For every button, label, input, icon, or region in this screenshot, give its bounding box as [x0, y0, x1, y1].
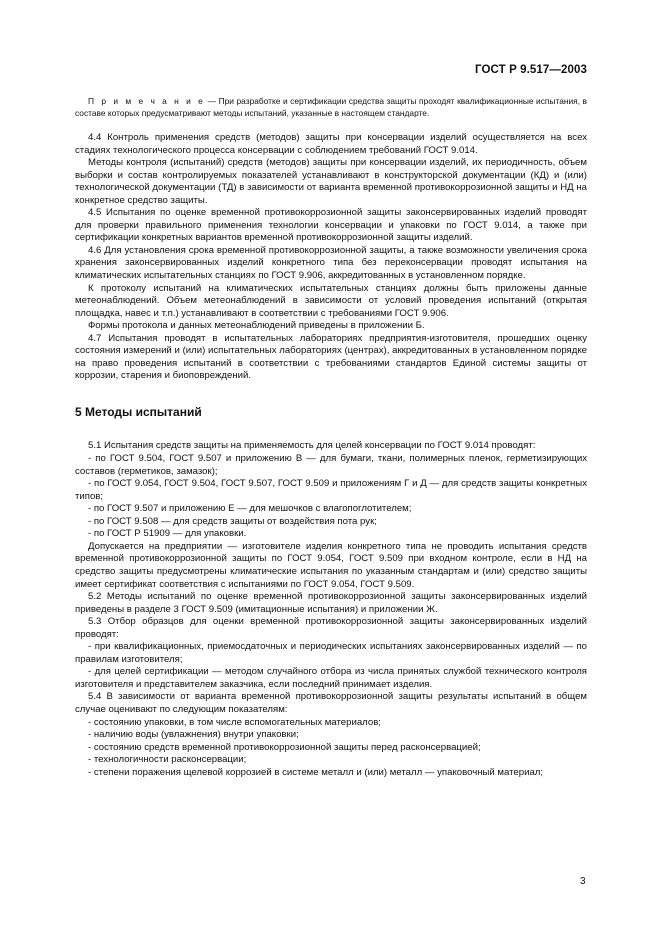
section-5-heading: 5 Методы испытаний [75, 404, 202, 419]
paragraph-4-6: 4.6 Для установления срока временной противокоррозионной защиты, а также возможности увеличения срока хранения законсервированных изделий конкретного типа без переконсервации проводят испытания на климатических испытательных станциях по ГОСТ 9.906, аккредитованных в установленном порядке. [75, 244, 587, 282]
paragraph-4-6-forms: Формы протокола и данных метеонаблюдений приведены в приложении Б. [88, 320, 425, 332]
paragraph-5-2: 5.2 Методы испытаний по оценке временной противокоррозионной защиты законсервированных изделий приведены в разделе 3 ГОСТ 9.509 (имитационные испытания) и приложении Ж. [75, 591, 587, 615]
list-item: - по ГОСТ Р 51909 — для упаковки. [88, 528, 247, 540]
paragraph-5-3: 5.3 Отбор образцов для оценки временной противокоррозионной защиты законсервированных изделий проводят: [75, 616, 587, 640]
list-item: - состоянию средств временной противокоррозионной защиты перед расконсервацией; [88, 741, 481, 753]
document-body [75, 96, 587, 779]
note-paragraph [75, 96, 587, 119]
list-item: - наличию воды (увлажнения) внутри упаковки; [88, 729, 299, 741]
note-text: — При разработке и сертификации средства защиты проходят квалификационные испытания, в составе которых предусматривают методы испытаний, указанные в настоящем стандарте. [75, 96, 588, 118]
list-item: - при квалификационных, приемосдаточных и периодических испытаниях законсервированных изделий — по правилам изготовителя; [75, 641, 587, 665]
paragraph-5-1-allowance: Допускается на предприятии — изготовителе изделия конкретного типа не проводить испытания средств временной противокоррозионной защиты по ГОСТ 9.054, ГОСТ 9.509 при входном контроле, если в НД на средство защиты предусмотрены климатические испытания по указанным стандартам и (или) средство защиты имеет сертификат соответствия с испытаниями по ГОСТ 9.054, ГОСТ 9.509. [75, 540, 587, 590]
note-label: П р и м е ч а н и е [88, 96, 206, 106]
page-number: 3 [580, 876, 586, 887]
paragraph-4-6-protocol: К протоколу испытаний на климатических испытательных станциях должны быть приложены данные метеонаблюдений. Объем метеонаблюдений в зависимости от условий проведения испытаний (открытая площадка, навес и т.п.) устанавливают в соответствии с требованиями ГОСТ 9.906. [75, 282, 587, 319]
list-item: - для целей сертификации — методом случайного отбора из числа принятых службой технического контроля изготовителя и представителем заказчика, если последний принимает изделия. [75, 666, 587, 690]
document-header: ГОСТ Р 9.517—2003 [475, 64, 587, 76]
list-item: - степени поражения щелевой коррозией в системе металл и (или) металл — упаковочный материал; [88, 766, 544, 778]
list-item: - состоянию упаковки, в том числе вспомогательных материалов; [88, 716, 381, 728]
list-item: - по ГОСТ 9.054, ГОСТ 9.504, ГОСТ 9.507, ГОСТ 9.509 и приложениям Г и Д — для средств защиты конкретных типов; [75, 478, 587, 502]
paragraph-4-7: 4.7 Испытания проводят в испытательных лабораториях предприятия-изготовителя, прошедших оценку состояния измерений и (или) испытательных лабораториях (центрах), аккредитованных в установленном порядке на право проведения испытаний в соответствии с требованиями стандартов Единой системы защиты от коррозии, старения и биоповреждений. [75, 332, 587, 382]
paragraph-5-1: 5.1 Испытания средств защиты на применяемость для целей консервации по ГОСТ 9.014 проводят: [88, 440, 536, 452]
list-item: - по ГОСТ 9.507 и приложению Е — для мешочков с влагопоглотителем; [88, 503, 412, 515]
list-item: - по ГОСТ 9.504, ГОСТ 9.507 и приложению В — для бумаги, ткани, полимерных пленок, герметизирующих составов (герметиков, замазок); [75, 453, 587, 477]
paragraph-4-4-methods: Методы контроля (испытаний) средств (методов) защиты при консервации изделий, их периодичность, объем выборки и состав контролируемых показателей устанавливают в конструкторской документации (КД) и (или) технологической документации (ТД) в зависимости от варианта временной противокоррозионной защиты и НД на конкретное средство защиты. [75, 157, 587, 206]
paragraph-4-4: 4.4 Контроль применения средств (методов) защиты при консервации изделий осуществляется на всех стадиях технологического процесса консервации с соблюдением требований ГОСТ 9.014. [75, 132, 587, 156]
paragraph-5-4: 5.4 В зависимости от варианта временной противокоррозионной защиты результаты испытаний в общем случае оценивают по следующим показателям: [75, 691, 587, 715]
list-item: - по ГОСТ 9.508 — для средств защиты от воздействия пота рук; [88, 515, 377, 527]
list-item: - технологичности расконсервации; [88, 754, 247, 766]
paragraph-4-5: 4.5 Испытания по оценке временной противокоррозионной защиты законсервированных изделий проводят для проверки правильного применения технологии консервации и упаковки по ГОСТ 9.014, а также при сертификации конкретных вариантов временной противокоррозионной защиты изделий. [75, 207, 587, 244]
